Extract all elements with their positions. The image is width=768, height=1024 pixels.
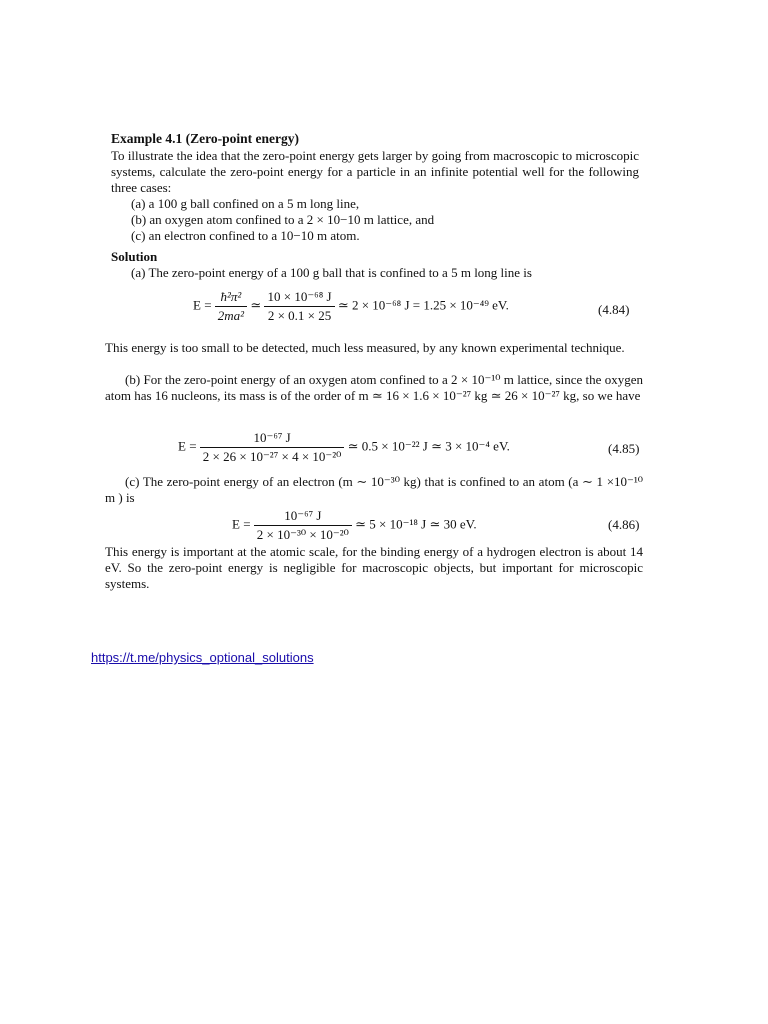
fraction-numerator: 10⁻⁶⁷ J (200, 430, 345, 448)
fraction-denominator: 2 × 26 × 10⁻²⁷ × 4 × 10⁻²⁰ (202, 449, 342, 464)
case-list (131, 196, 434, 244)
case-item: (a) a 100 g ball confined on a 5 m long line, (131, 196, 360, 211)
fraction-numerator: ħ²π² (215, 289, 247, 307)
approx-sign: ≃ (250, 297, 262, 313)
fraction-numerator: 10⁻⁶⁷ J (254, 508, 352, 526)
equation-number: (4.84) (598, 302, 630, 317)
fraction-numerator: 10 × 10⁻⁶⁸ J (264, 289, 334, 307)
equation-number: (4.86) (608, 517, 640, 532)
example-title: Example 4.1 (Zero-point energy) (111, 131, 299, 146)
fraction-denominator: 2 × 10⁻³⁰ × 10⁻²⁰ (256, 527, 349, 542)
telegram-link[interactable]: https://t.me/physics_optional_solutions (91, 650, 314, 665)
equation-4-84 (193, 289, 509, 324)
solution-part-a: (a) The zero-point energy of a 100 g ball that is confined to a 5 m long line is (131, 265, 532, 280)
equation-number: (4.85) (608, 441, 640, 456)
equation-rhs: ≃ 0.5 × 10⁻²² J ≃ 3 × 10⁻⁴ eV. (347, 438, 510, 454)
solution-part-c: (c) The zero-point energy of an electron (m ∼ 10⁻³⁰ kg) that is confined to an atom (a ∼ 1 ×10⁻¹⁰ m ) is (105, 474, 643, 505)
equation-rhs: ≃ 2 × 10⁻⁶⁸ J = 1.25 × 10⁻⁴⁹ eV. (337, 297, 509, 313)
fraction (254, 508, 352, 543)
equation-rhs: ≃ 5 × 10⁻¹⁸ J ≃ 30 eV. (355, 516, 477, 532)
equation-lhs: E = (232, 516, 251, 532)
case-item: (c) an electron confined to a 10−10 m atom. (131, 228, 360, 243)
equation-lhs: E = (178, 438, 197, 454)
fraction (264, 289, 334, 324)
fraction-denominator: 2 × 0.1 × 25 (267, 308, 332, 323)
paragraph: This energy is important at the atomic scale, for the binding energy of a hydrogen electron is about 14 eV. So the zero-point energy is negligible for macroscopic objects, but important for microscopic systems. (105, 544, 643, 591)
equation-lhs: E = (193, 297, 212, 313)
case-item: (b) an oxygen atom confined to a 2 × 10−10 m lattice, and (131, 212, 435, 227)
equation-4-85 (178, 430, 510, 465)
fraction (215, 289, 247, 324)
solution-heading: Solution (111, 249, 158, 264)
fraction-denominator: 2ma² (217, 308, 245, 323)
paragraph: This energy is too small to be detected, much less measured, by any known experimental technique. (105, 340, 625, 355)
example-intro: To illustrate the idea that the zero-point energy gets larger by going from macroscopic to microscopic systems, calculate the zero-point energy for a particle in an infinite potential well for the following three cases: (111, 148, 639, 195)
fraction (200, 430, 345, 465)
equation-4-86 (232, 508, 477, 543)
solution-part-b: (b) For the zero-point energy of an oxygen atom confined to a 2 × 10⁻¹⁰ m lattice, since the oxygen atom has 16 nucleons, its mass is of the order of m ≃ 16 × 1.6 × 10⁻²⁷ kg ≃ 26 × 10⁻²⁷ kg, so we have (105, 372, 643, 403)
